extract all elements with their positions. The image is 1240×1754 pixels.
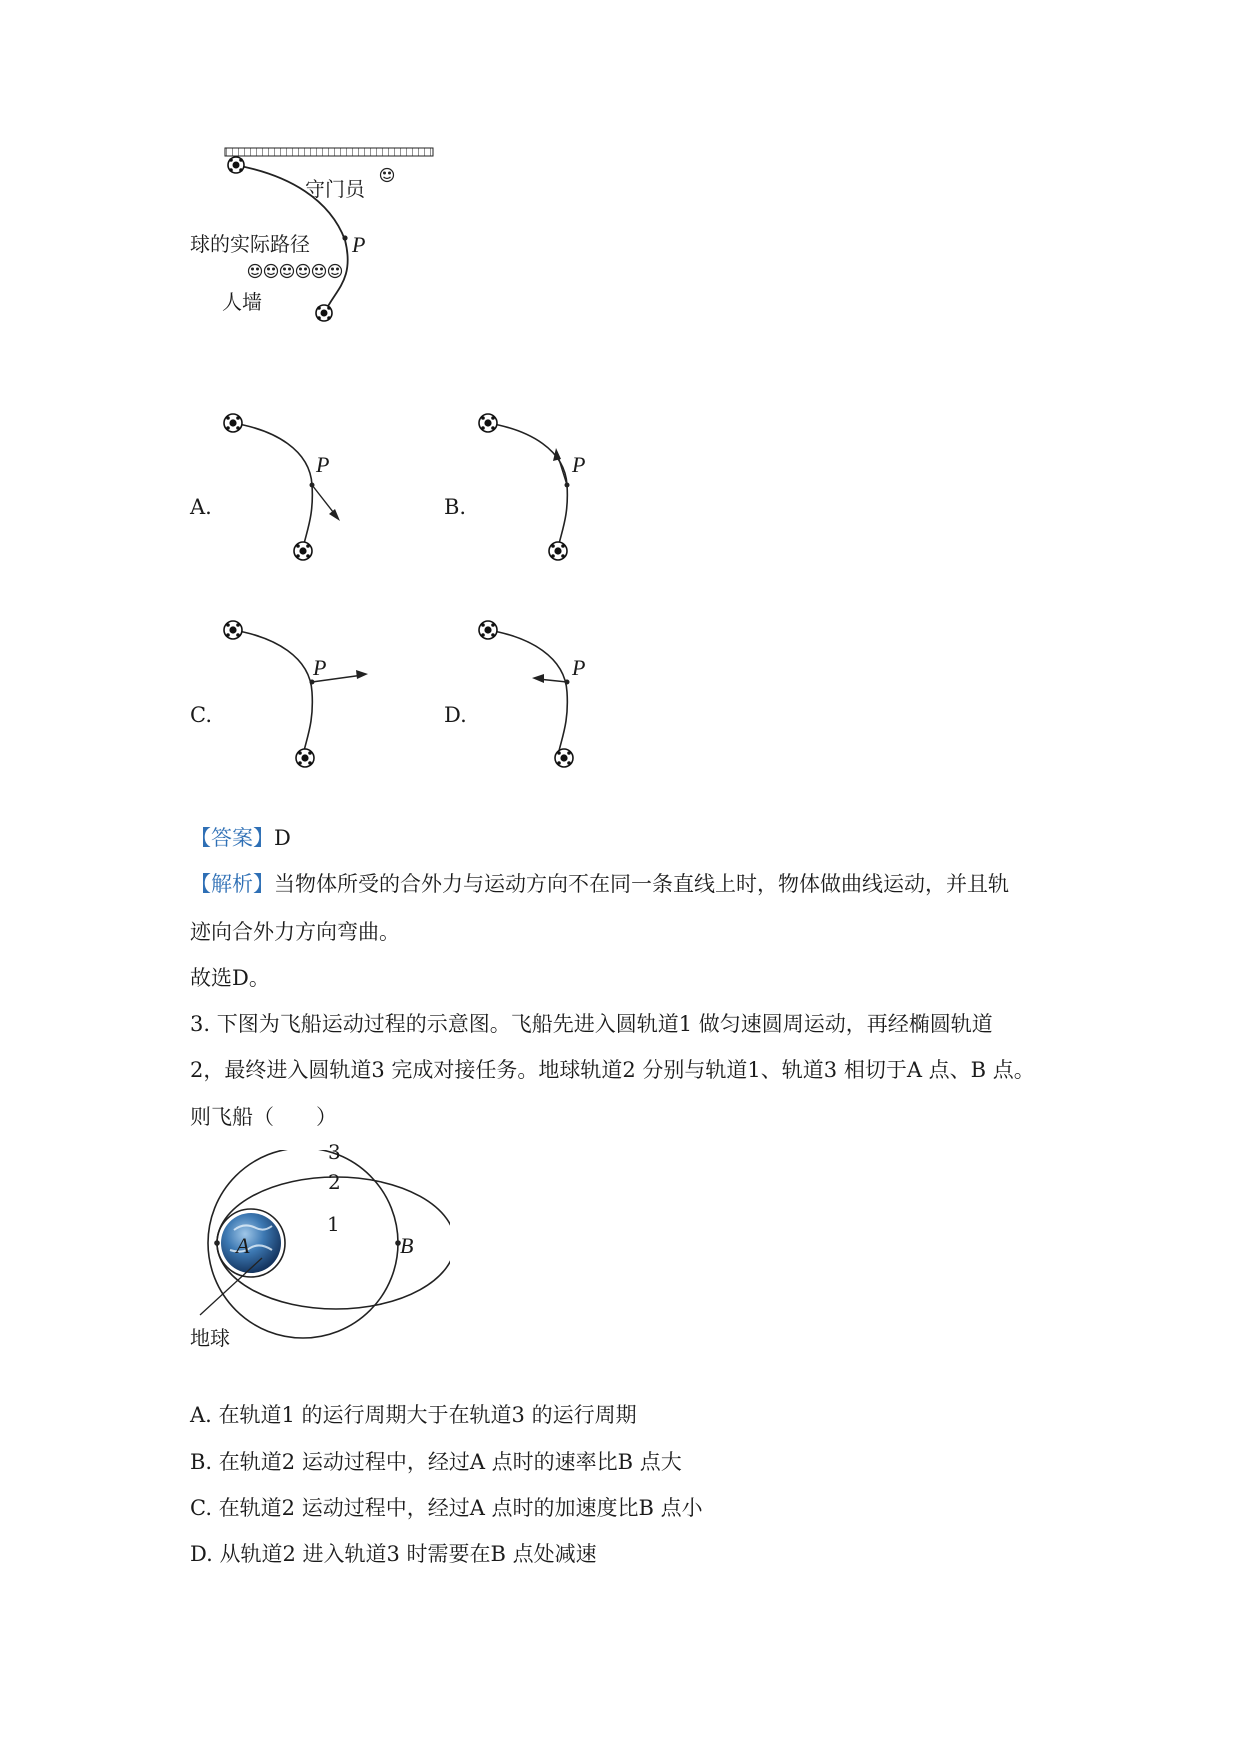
- goalkeeper-smiley-icon: [381, 169, 394, 182]
- orbit-2-label: 2: [328, 1170, 341, 1194]
- option-d-letter: D.: [444, 703, 467, 727]
- q3-stem-line-3: 则飞船（ ）: [190, 1105, 337, 1129]
- option-d-point-label: P: [572, 655, 586, 680]
- option-a-figure: [215, 405, 355, 565]
- ball-path-label: 球的实际路径: [190, 232, 310, 256]
- soccer-ball-icon: [294, 542, 312, 560]
- analysis-line-1: [190, 872, 1009, 896]
- option-a-point-label: P: [316, 452, 330, 477]
- orbit-1-label: 1: [327, 1212, 340, 1236]
- point-a-dot: [214, 1240, 220, 1246]
- point-a-label: A: [236, 1233, 250, 1258]
- wall-label: 人墙: [222, 290, 262, 314]
- option-c-letter: C.: [190, 703, 212, 727]
- option-b-point-label: P: [572, 452, 586, 477]
- soccer-ball-icon: [224, 414, 242, 432]
- point-p-dot: [342, 235, 347, 240]
- option-c-figure: [215, 612, 375, 772]
- q3-stem-line-2: 2，最终进入圆轨道3 完成对接任务。地球轨道2 分别与轨道1、轨道3 相切于A 点、B 点。: [190, 1058, 1035, 1082]
- point-p-dot: [565, 483, 570, 488]
- analysis-tag: 【解析】: [190, 872, 274, 896]
- arrowhead-icon: [329, 509, 340, 521]
- point-p-dot: [310, 483, 315, 488]
- soccer-ball-icon: [479, 621, 497, 639]
- soccer-ball-icon: [228, 157, 244, 173]
- point-b-label: B: [400, 1233, 414, 1258]
- earth-label: 地球: [190, 1326, 230, 1350]
- soccer-ball-icon: [224, 621, 242, 639]
- soccer-ball-icon: [479, 414, 497, 432]
- point-p-dot: [565, 680, 570, 685]
- choice-c: C. 在轨道2 运动过程中，经过A 点时的加速度比B 点小: [190, 1496, 703, 1520]
- wall-smileys-icon: [249, 265, 342, 278]
- goal-bar: [225, 148, 433, 156]
- earth-image: [221, 1213, 281, 1273]
- analysis-text-1: 当物体所受的合外力与运动方向不在同一条直线上时，物体做曲线运动，并且轨: [274, 872, 1009, 896]
- q3-stem-line-1: 3. 下图为飞船运动过程的示意图。飞船先进入圆轨道1 做匀速圆周运动，再经椭圆轨道: [190, 1012, 993, 1036]
- option-a-letter: A.: [190, 495, 212, 519]
- choice-b: B. 在轨道2 运动过程中，经过A 点时的速率比B 点大: [190, 1450, 682, 1474]
- option-b-letter: B.: [444, 495, 467, 519]
- option-d-figure: [470, 612, 610, 772]
- curve-path: [488, 423, 567, 548]
- answer-line: [190, 826, 291, 850]
- arrowhead-icon: [532, 674, 544, 683]
- curve-path: [233, 423, 312, 548]
- analysis-line-2: 迹向合外力方向弯曲。: [190, 920, 400, 944]
- soccer-ball-icon: [316, 305, 332, 321]
- goalkeeper-label: 守门员: [305, 177, 365, 201]
- curve-path: [488, 630, 567, 755]
- answer-text: D: [274, 826, 291, 850]
- earth-leader-line: [200, 1258, 262, 1315]
- arrowhead-icon: [356, 670, 368, 679]
- curve-path: [233, 630, 312, 755]
- choice-a: A. 在轨道1 的运行周期大于在轨道3 的运行周期: [190, 1403, 637, 1427]
- option-c-point-label: P: [313, 655, 327, 680]
- soccer-ball-icon: [555, 749, 573, 767]
- option-b-figure: [470, 405, 610, 565]
- choice-d: D. 从轨道2 进入轨道3 时需要在B 点处减速: [190, 1542, 597, 1566]
- orbit-3-label: 3: [328, 1140, 341, 1164]
- analysis-line-3: 故选D。: [190, 966, 270, 990]
- soccer-ball-icon: [549, 542, 567, 560]
- point-p-label: P: [352, 232, 366, 257]
- soccer-ball-icon: [296, 749, 314, 767]
- answer-tag: 【答案】: [190, 826, 274, 850]
